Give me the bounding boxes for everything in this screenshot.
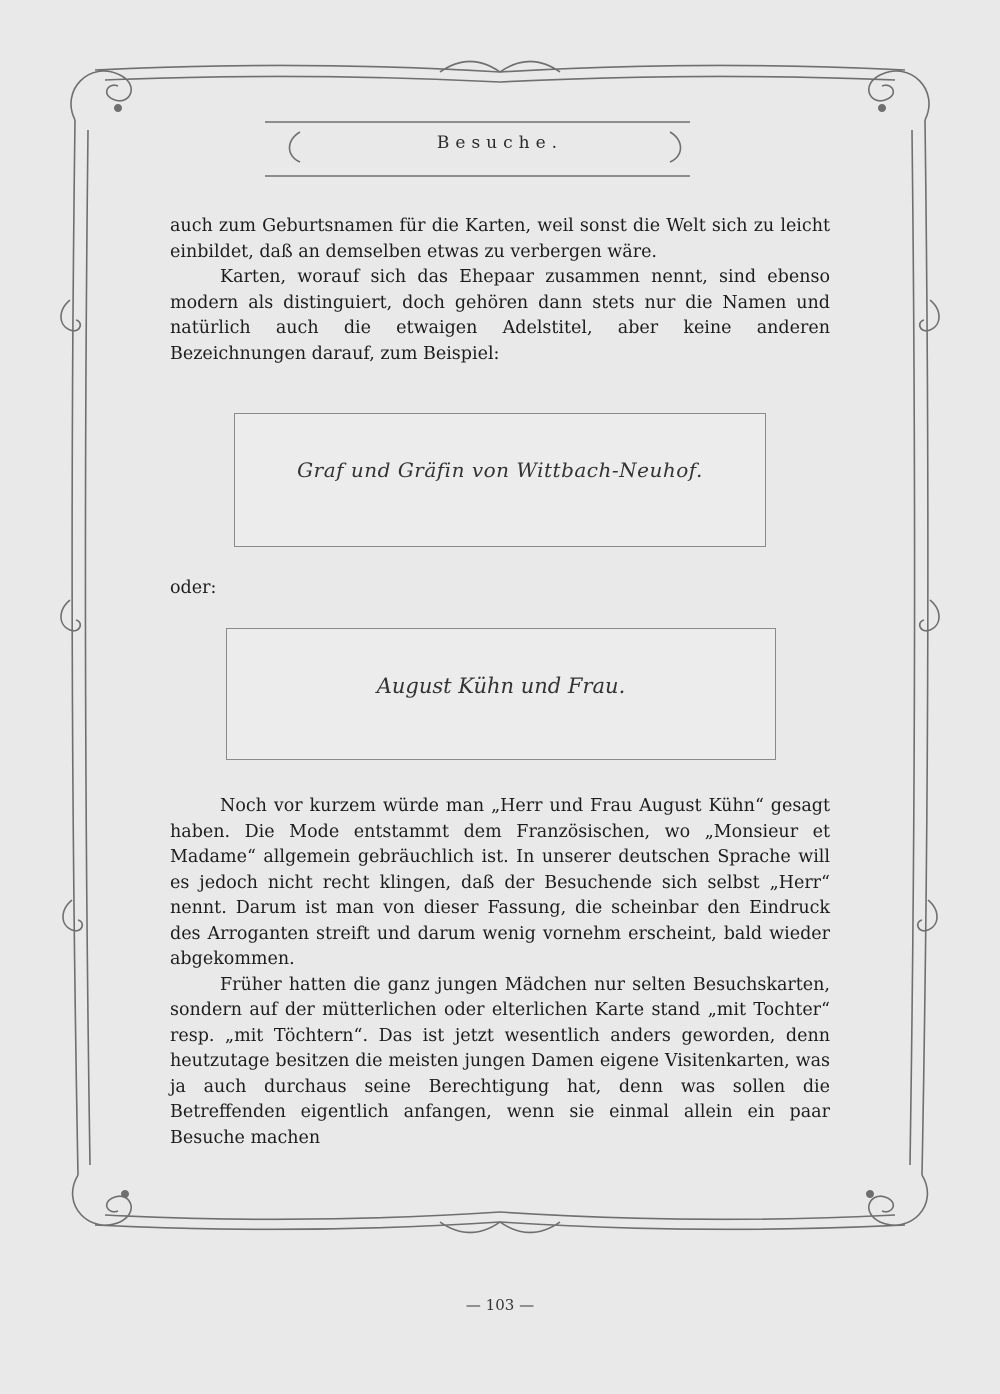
paragraph: Noch vor kurzem würde man „Herr und Frau August Kühn“ gesagt haben. Die Mode entstammt dem Französischen, wo „Monsieur et Madame“ allgemein gebräuchlich ist. In unserer deutschen Sprache will es jedoch nicht recht klingen, daß der Besuchende sich selbst „Herr“ nennt. Darum ist man von dieser Fassung, die scheinbar den Eindruck des Arroganten streift und darum wenig vornehm erscheint, bald wieder abgekommen.: [170, 796, 830, 969]
paragraph-continuation: auch zum Geburtsnamen für die Karten, weil sonst die Welt sich zu leicht einbildet, daß an demselben etwas zu verbergen wäre.: [170, 216, 830, 262]
visiting-card-example-2: [226, 628, 776, 760]
visiting-card-example-1: [234, 413, 766, 547]
paragraph: Karten, worauf sich das Ehepaar zusammen nennt, sind ebenso modern als distinguiert, doch gehören dann stets nur die Namen und natürlich auch die etwaigen Adelstitel, aber keine anderen Bezeichnungen darauf, zum Beispiel:: [170, 267, 830, 364]
page-number: — 103 —: [465, 1296, 535, 1314]
text-block-bottom: [170, 794, 830, 1151]
running-header: Besuche.: [436, 133, 564, 153]
paragraph: Früher hatten die ganz jungen Mädchen nur selten Besuchskarten, sondern auf der mütterlichen oder elterlichen Karte stand „mit Tochter“ resp. „mit Töchtern“. Das ist jetzt wesentlich anders geworden, denn heutzutage besitzen die meisten jungen Damen eigene Visitenkarten, was ja auch durchaus seine Berechtigung hat, denn was sollen die Betreffenden eigentlich anfangen, wenn sie einmal allein ein paar Besuche machen: [170, 974, 830, 1148]
card-text: August Kühn und Frau.: [376, 674, 626, 698]
text-block-top: [170, 214, 830, 367]
connector-text: oder:: [170, 578, 217, 598]
card-text: Graf und Gräfin von Wittbach-Neuhof.: [297, 458, 703, 482]
